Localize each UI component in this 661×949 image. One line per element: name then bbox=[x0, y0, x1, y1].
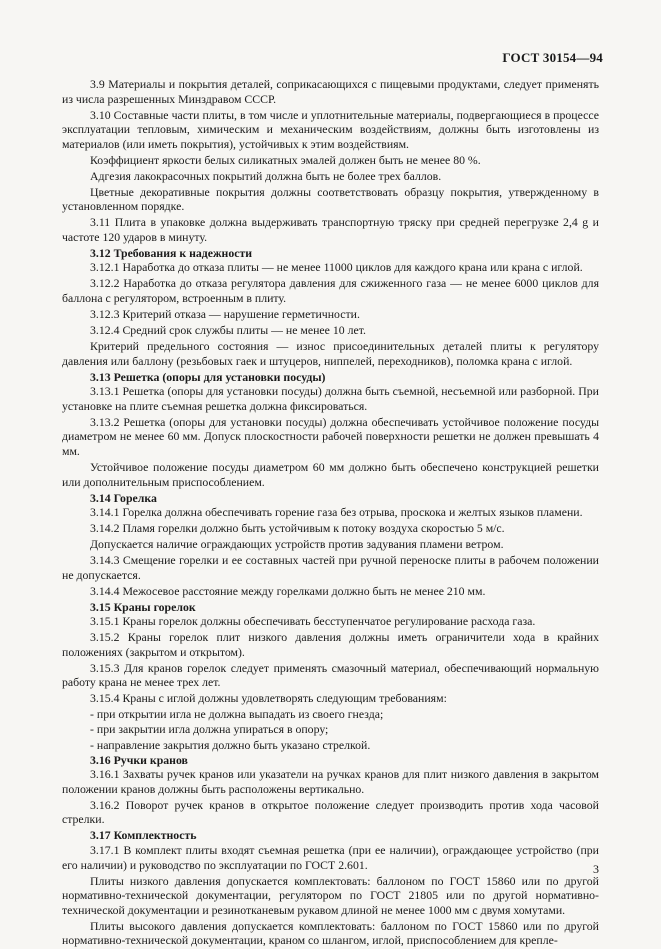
paragraph: 3.15.2 Краны горелок плит низкого давления должны иметь ограничители хода в крайних положениях (закрытом и открытом). bbox=[62, 630, 599, 659]
list-item: - при закрытии игла должна упираться в опору; bbox=[90, 722, 329, 737]
paragraph: Плиты высокого давления допускается комплектовать: баллоном по ГОСТ 15860 или по другой нормативно-технической документации, краном со шлангом, иглой, приспособлением для крепле- bbox=[62, 918, 599, 948]
document-body bbox=[62, 77, 599, 949]
paragraph: 3.15.3 Для кранов горелок следует применять смазочный материал, обеспечивающий нормальную работу крана не менее трех лет. bbox=[62, 660, 599, 690]
list-item: - направление закрытия должно быть указано стрелкой. bbox=[90, 737, 371, 752]
paragraph: 3.12.1 Наработка до отказа плиты — не менее 11000 циклов для каждого крана или крана с иглой. bbox=[90, 260, 583, 275]
paragraph: 3.12.4 Средний срок службы плиты — не менее 10 лет. bbox=[90, 323, 366, 338]
paragraph: 3.14.4 Межосевое расстояние между горелками должно быть не менее 210 мм. bbox=[90, 583, 486, 598]
paragraph: 3.14.3 Смещение горелки и ее составных частей при ручной переноске плиты в рабочем положении не допускается. bbox=[62, 553, 599, 582]
paragraph: 3.11 Плита в упаковке должна выдерживать транспортную тряску при средней перегрузке 2,4 g и частоте 120 ударов в минуту. bbox=[62, 215, 599, 244]
section-heading: 3.17 Комплектность bbox=[90, 828, 197, 843]
paragraph: 3.13.1 Решетка (опоры для установки посуды) должна быть съемной, несъемной или разборной. При установке на плите съемная решетка должна фиксироваться. bbox=[62, 384, 599, 413]
paragraph: Адгезия лакокрасочных покрытий должна быть не более трех баллов. bbox=[90, 168, 442, 183]
paragraph: 3.16.1 Захваты ручек кранов или указатели на ручках кранов для плит низкого давления в закрытом положении кранов должны быть расположены вертикально. bbox=[62, 767, 599, 796]
paragraph: Допускается наличие ограждающих устройств против задувания пламени ветром. bbox=[90, 537, 504, 552]
paragraph: 3.14.1 Горелка должна обеспечивать горение газа без отрыва, проскока и желтых языков пламени. bbox=[90, 505, 583, 520]
paragraph: 3.15.4 Краны с иглой должны удовлетворять следующим требованиям: bbox=[90, 691, 447, 706]
paragraph: Коэффициент яркости белых силикатных эмалей должен быть не менее 80 %. bbox=[90, 152, 481, 167]
paragraph: 3.13.2 Решетка (опоры для установки посуды) должна обеспечивать устойчивое положение посуды диаметром не менее 60 мм. Допуск плоскостности рабочей поверхности решетки не должен превышать 4 мм. bbox=[62, 414, 599, 458]
paragraph: 3.9 Материалы и покрытия деталей, соприкасающихся с пищевыми продуктами, следует применять из числа разрешенных Минздравом СССР. bbox=[62, 77, 599, 106]
paragraph: 3.12.3 Критерий отказа — нарушение герметичности. bbox=[90, 307, 360, 322]
paragraph: 3.16.2 Поворот ручек кранов в открытое положение следует производить против хода часовой стрелки. bbox=[62, 797, 599, 827]
list-item: - при открытии игла не должна выпадать из своего гнезда; bbox=[90, 707, 384, 722]
paragraph: Устойчивое положение посуды диаметром 60 мм должно быть обеспечено конструкцией решетки или дополнительным приспособлением. bbox=[62, 459, 599, 489]
paragraph: 3.15.1 Краны горелок должны обеспечивать бесступенчатое регулирование расхода газа. bbox=[90, 614, 536, 629]
paragraph: 3.14.2 Пламя горелки должно быть устойчивым к потоку воздуха скоростью 5 м/с. bbox=[90, 521, 505, 536]
section-heading: 3.12 Требования к надежности bbox=[90, 245, 253, 260]
paragraph: Цветные декоративные покрытия должны соответствовать образцу покрытия, утвержденному в установленном порядке. bbox=[62, 184, 599, 214]
page-number: 3 bbox=[593, 862, 599, 876]
section-heading: 3.15 Краны горелок bbox=[90, 599, 196, 614]
paragraph: 3.17.1 В комплект плиты входят съемная решетка (при ее наличии), ограждающее устройство (при его наличии) и руководство по эксплуатации по ГОСТ 2.601. bbox=[62, 842, 599, 872]
paragraph: 3.12.2 Наработка до отказа регулятора давления для сжиженного газа — не менее 6000 циклов для баллона с регулятором, встроенным в плиту. bbox=[62, 276, 599, 306]
section-heading: 3.13 Решетка (опоры для установки посуды) bbox=[90, 369, 326, 384]
paragraph: Критерий предельного состояния — износ присоединительных деталей плиты к регулятору давления или баллону (резьбовых гаек и штуцеров, ниппелей, переходников), поломка крана с иглой. bbox=[62, 339, 599, 368]
section-heading: 3.14 Горелка bbox=[90, 490, 157, 505]
document-header: ГОСТ 30154—94 bbox=[502, 50, 603, 65]
paragraph: Плиты низкого давления допускается комплектовать: баллоном по ГОСТ 15860 или по другой нормативно-технической документации, регулятором по ГОСТ 21805 или по другой нормативно-технической документации и резинотканевым рукавом длиной не менее 1000 мм с двумя хомутами. bbox=[62, 873, 599, 917]
section-heading: 3.16 Ручки кранов bbox=[90, 752, 188, 767]
paragraph: 3.10 Составные части плиты, в том числе и уплотнительные материалы, подвергающиеся в процессе эксплуатации тепловым, химическим и механическим воздействиям, должны быть изготовлены из материалов (или иметь покрытия), устойчивых к этим воздействиям. bbox=[62, 107, 599, 151]
